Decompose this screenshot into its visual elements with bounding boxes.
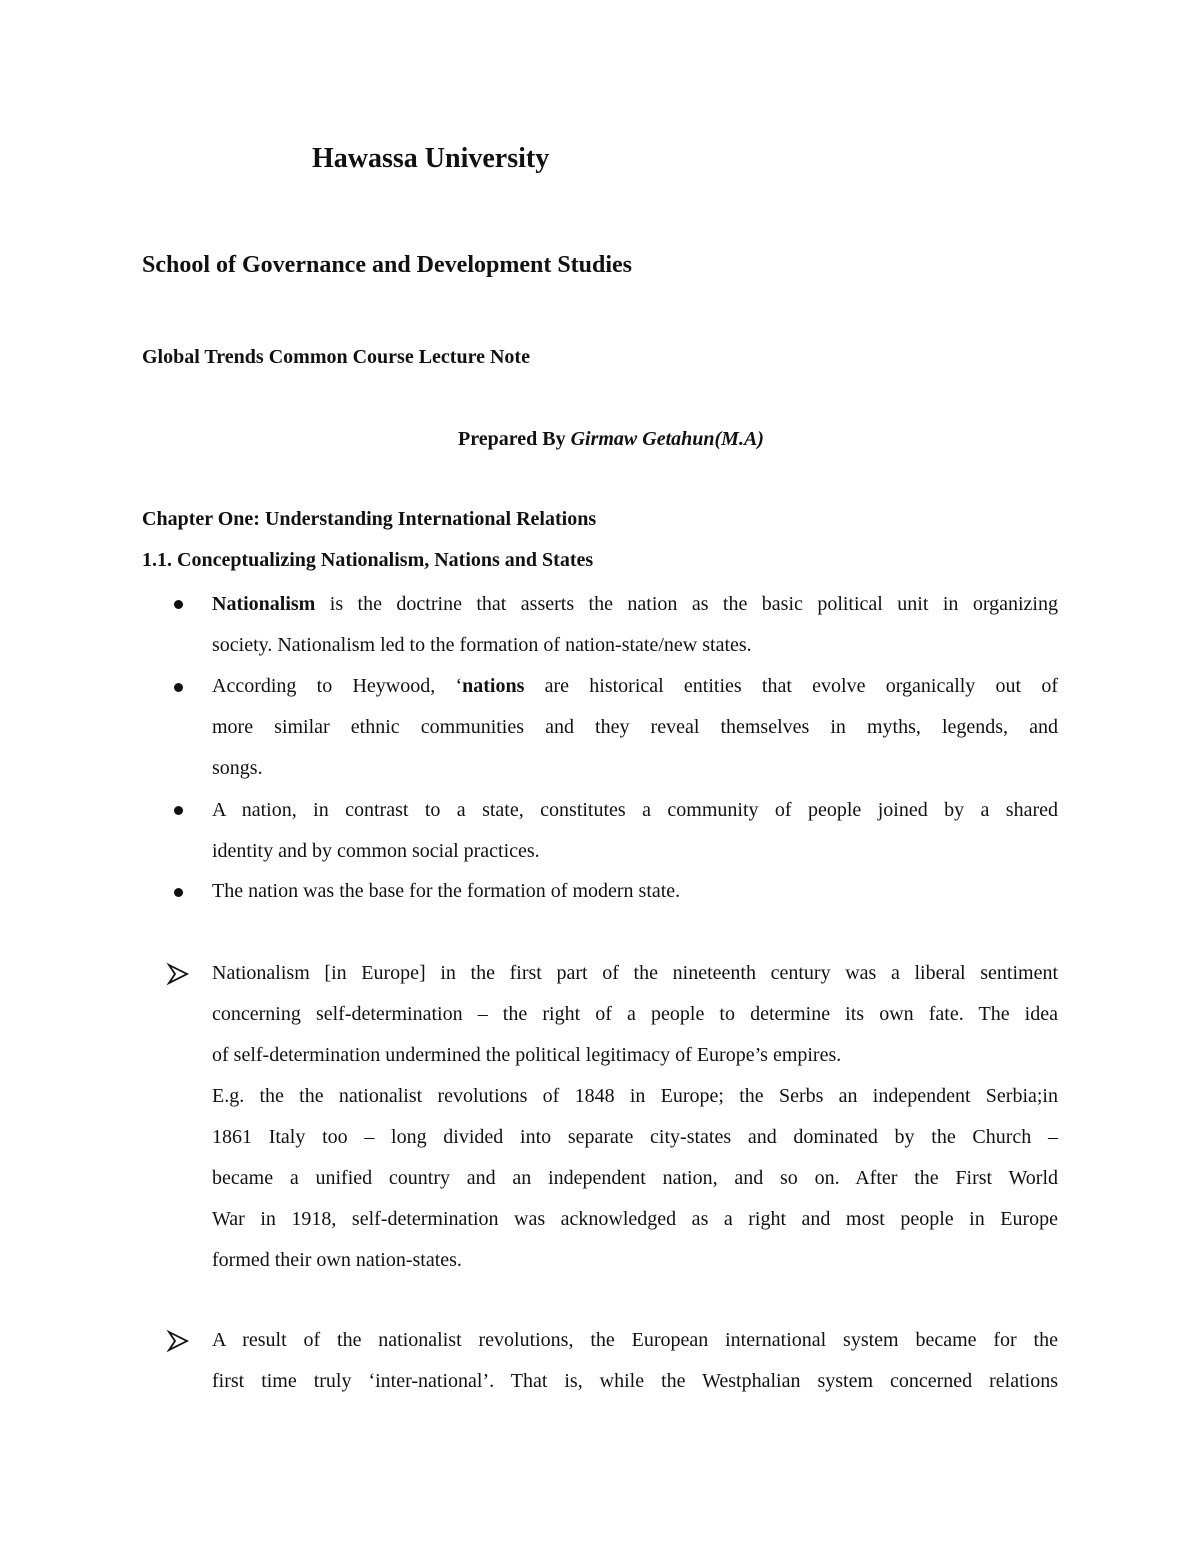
- text-line: Nationalism is the doctrine that asserts the nation as the basic political unit in organizing: [212, 593, 1058, 615]
- text-line: more similar ethnic communities and they reveal themselves in myths, legends, and: [212, 716, 1058, 738]
- text-line: The nation was the base for the formation of modern state.: [212, 880, 681, 902]
- text-line: became a unified country and an independent nation, and so on. After the First World: [212, 1167, 1058, 1189]
- text-line: 1861 Italy too – long divided into separate city-states and dominated by the Church –: [212, 1126, 1058, 1148]
- text-line: concerning self-determination – the right of a people to determine its own fate. The idea: [212, 1003, 1058, 1025]
- term-nationalism: Nationalism: [212, 593, 316, 615]
- prepared-by-label: Prepared By: [458, 428, 571, 450]
- section-title: 1.1. Conceptualizing Nationalism, Nations and States: [142, 549, 594, 571]
- text-line: A nation, in contrast to a state, constitutes a community of people joined by a shared: [212, 799, 1058, 821]
- bullet-item: [212, 584, 1058, 666]
- bullet-item: [212, 871, 1058, 912]
- bullet-item: [212, 666, 1058, 789]
- prepared-by: [458, 428, 764, 451]
- bullet-icon: [174, 806, 183, 815]
- text-line: identity and by common social practices.: [212, 840, 540, 862]
- bullet-icon: [174, 888, 183, 897]
- university-title: Hawassa University: [312, 143, 550, 174]
- bullet-item: [212, 790, 1058, 872]
- text-line: War in 1918, self-determination was acknowledged as a right and most people in Europe: [212, 1208, 1058, 1230]
- author-name: Girmaw Getahun(M.A): [570, 428, 764, 450]
- text-line: E.g. the the nationalist revolutions of 1848 in Europe; the Serbs an independent Serbia;in: [212, 1085, 1058, 1107]
- arrow-bullet-icon: [166, 1329, 190, 1353]
- text-line: society. Nationalism led to the formation of nation-state/new states.: [212, 634, 752, 656]
- course-title: Global Trends Common Course Lecture Note: [142, 346, 530, 368]
- arrow-item: [212, 1320, 1058, 1402]
- text-line: Nationalism [in Europe] in the first part of the nineteenth century was a liberal sentiment: [212, 962, 1058, 984]
- text-line: formed their own nation-states.: [212, 1249, 462, 1271]
- text-line: A result of the nationalist revolutions, the European international system became for the: [212, 1329, 1058, 1351]
- bullet-icon: [174, 683, 183, 692]
- term-nations: nations: [462, 675, 525, 697]
- text-line: first time truly ‘inter-national’. That is, while the Westphalian system concerned relations: [212, 1370, 1058, 1392]
- text-line: According to Heywood, ‘nations are historical entities that evolve organically out of: [212, 675, 1059, 697]
- chapter-title: Chapter One: Understanding International Relations: [142, 508, 597, 530]
- school-title: School of Governance and Development Studies: [142, 252, 633, 278]
- bullet-icon: [174, 600, 183, 609]
- text-line: songs.: [212, 757, 263, 779]
- arrow-bullet-icon: [166, 962, 190, 986]
- text-line: of self-determination undermined the political legitimacy of Europe’s empires.: [212, 1044, 842, 1066]
- arrow-item: [212, 953, 1058, 1281]
